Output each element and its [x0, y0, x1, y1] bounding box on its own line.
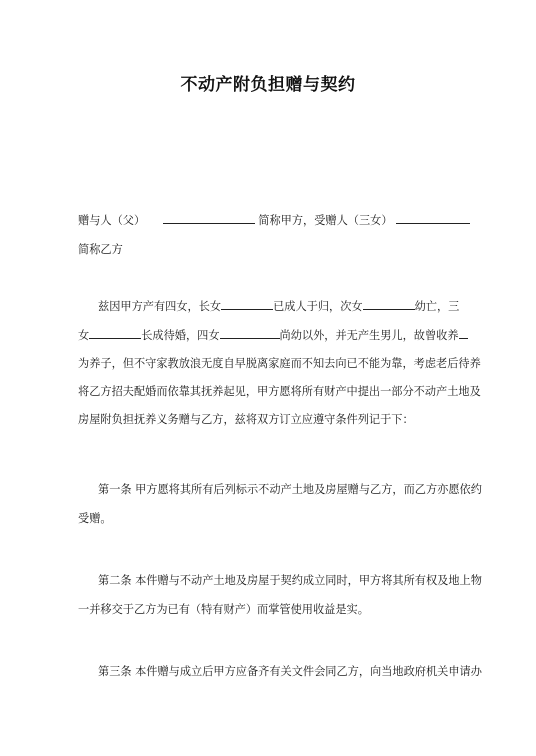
- page-title: 不动产附负担赠与契约: [180, 75, 356, 95]
- fourth-daughter-blank: [220, 327, 280, 339]
- preamble-text: 已成人于归，次女: [273, 300, 363, 313]
- eldest-daughter-blank: [221, 298, 273, 310]
- second-daughter-blank: [363, 298, 415, 310]
- donee-suffix: 简称乙方: [78, 243, 123, 256]
- parties-suffix-line: [78, 242, 123, 258]
- article-2-line-1: 第二条 本件赠与不动产土地及房屋于契约成立同时，甲方将其所有权及地上物: [98, 574, 482, 587]
- donor-label: 赠与人（父）: [78, 214, 146, 227]
- article-2-line-2: 一并移交于乙方为已有（特有财产）而掌管使用收益是实。: [78, 603, 369, 616]
- preamble-line-5: 房屋附负担抚养义务赠与乙方，兹将双方订立应遵守条件列记于下：: [78, 413, 414, 426]
- preamble-text: 幼亡，三: [414, 300, 460, 313]
- article-3-line-1: 第三条 本件赠与成立后甲方应备齐有关文件会同乙方，向当地政府机关申请办: [98, 665, 482, 678]
- preamble-text: 女: [78, 329, 90, 342]
- preamble-text: 兹因甲方产有四女，长女: [98, 300, 222, 313]
- third-daughter-blank: [89, 327, 141, 339]
- parties-line: [78, 212, 470, 229]
- donor-name-blank: [163, 212, 255, 224]
- donee-label: 简称甲方，受赠人（三女）: [258, 214, 393, 227]
- preamble-line-1: [98, 298, 459, 315]
- donee-name-blank: [396, 212, 470, 224]
- preamble-text: 尚幼以外，并无产生男儿，故曾收养: [279, 329, 459, 342]
- adopted-son-blank: [459, 327, 468, 339]
- article-1-line-2: 受赠。: [78, 512, 112, 525]
- preamble-line-4: 将乙方招夫配婚而依靠其抚养起见，甲方愿将所有财产中提出一部分不动产土地及: [78, 385, 481, 398]
- preamble-line-2: [78, 327, 468, 344]
- preamble-line-3: 为养子，但不守家教放浪无度自早脱离家庭而不知去向已不能为靠，考虑老后待养: [78, 357, 481, 370]
- article-1-line-1: 第一条 甲方愿将其所有后列标示不动产土地及房屋赠与乙方，而乙方亦愿依约: [98, 483, 482, 496]
- preamble-text: 长成待婚，四女: [141, 329, 220, 342]
